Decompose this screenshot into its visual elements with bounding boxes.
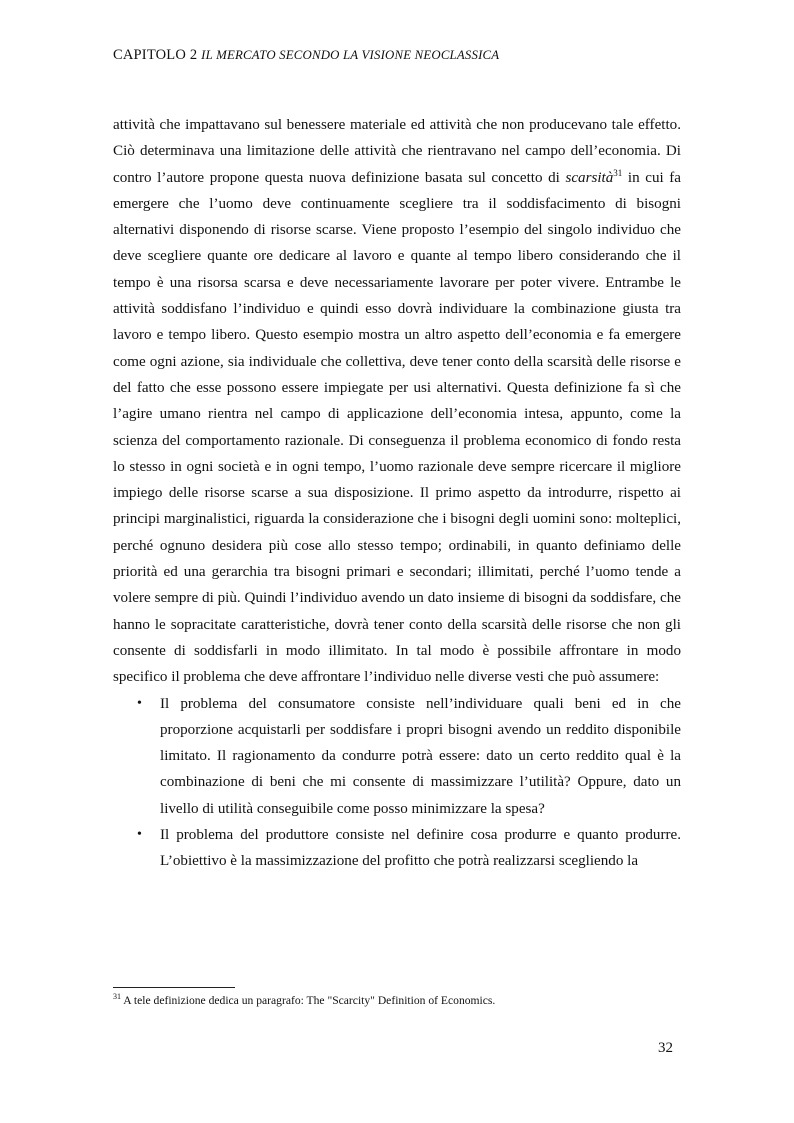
paragraph-text-end: in cui fa emergere che l’uomo deve continuamente scegliere tra il soddisfacimento di bisogni alternativi disponendo di risorse scarse. Viene proposto l’esempio del singolo individuo che deve scegliere quante ore dedicare al lavoro e quante al tempo libero considerando che il tempo è una risorsa scarsa e deve necessariamente lavorare per poter vivere. Entrambe le attività soddisfano l’individuo e quindi esso dovrà individuare la combinazione giusta tra lavoro e tempo libero. Questo esempio mostra un altro aspetto dell’economia e fa emergere come ogni azione, sia individuale che collettiva, deve tener conto della scarsità delle risorse e del fatto che esse possono essere impiegate per usi alternativi. Questa definizione fa sì che l’agire umano rientra nel campo di applicazione dell’economia intesa, appunto, come la scienza del comportamento razionale. Di conseguenza il problema economico di fondo resta lo stesso in ogni società e in ogni tempo, l’uomo razionale deve sempre ricercare il migliore impiego delle risorse scarse a sua disposizione. Il primo aspetto da introdurre, rispetto ai principi marginalistici, riguarda la considerazione che i bisogni degli uomini sono: molteplici, perché ognuno desidera più cose allo stesso tempo; ordinabili, in quanto definiamo delle priorità ed una gerarchia tra bisogni primari e secondari; illimitati, perché l’uomo tende a volere sempre di più. Quindi l’individuo avendo un dato insieme di bisogni da soddisfare, che hanno le sopracitate caratteristiche, dovrà tener conto della scarsità delle risorse che non gli consente di soddisfarli in modo illimitato. In tal modo è possibile affrontare in modo specifico il problema che deve affrontare l’individuo nelle diverse vesti che può assumere: [113,169,682,686]
page-number: 32 [658,1040,673,1056]
chapter-label: CAPITOLO 2 [113,47,198,63]
list-item [113,691,681,822]
list-item-text: Il problema del produttore consiste nel definire cosa produrre e quanto produrre. L’obiettivo è la massimizzazione del profitto che potrà realizzarsi scegliendo la [160,827,681,870]
emphasized-term: scarsità [565,169,614,186]
list-item-text: Il problema del consumatore consiste nell’individuare quali beni ed in che proporzione acquistarli per soddisfare i propri bisogni avendo un reddito disponibile limitato. Il ragionamento da condurre potrà essere: dato un certo reddito qual è la combinazione di beni che mi consente di massimizzare l’utilità? Oppure, dato un livello di utilità conseguibile come posso minimizzare la spesa? [160,695,681,817]
main-text [113,112,681,875]
list-item [113,822,681,875]
footnote [113,994,495,1007]
bullet-marker: • [137,827,142,843]
bullet-list [113,691,681,875]
paragraph [113,112,681,691]
paragraph-text-start: attività che impattavano sul benessere materiale ed attività che non producevano tale effetto. Ciò determinava una limitazione delle attività che rientravano nel campo dell’economia. Di contro l’autore propone questa nuova definizione basata sul concetto di [113,117,681,186]
bullet-marker: • [137,695,142,711]
footnote-number: 31 [113,992,121,1002]
footnote-divider [113,987,235,988]
footnote-text: A tele definizione dedica un paragrafo: The "Scarcity" Definition of Economics. [123,994,496,1007]
running-header [113,47,499,64]
chapter-subtitle: IL MERCATO SECONDO LA VISIONE NEOCLASSICA [201,48,500,62]
footnote-reference[interactable]: 31 [613,167,623,178]
